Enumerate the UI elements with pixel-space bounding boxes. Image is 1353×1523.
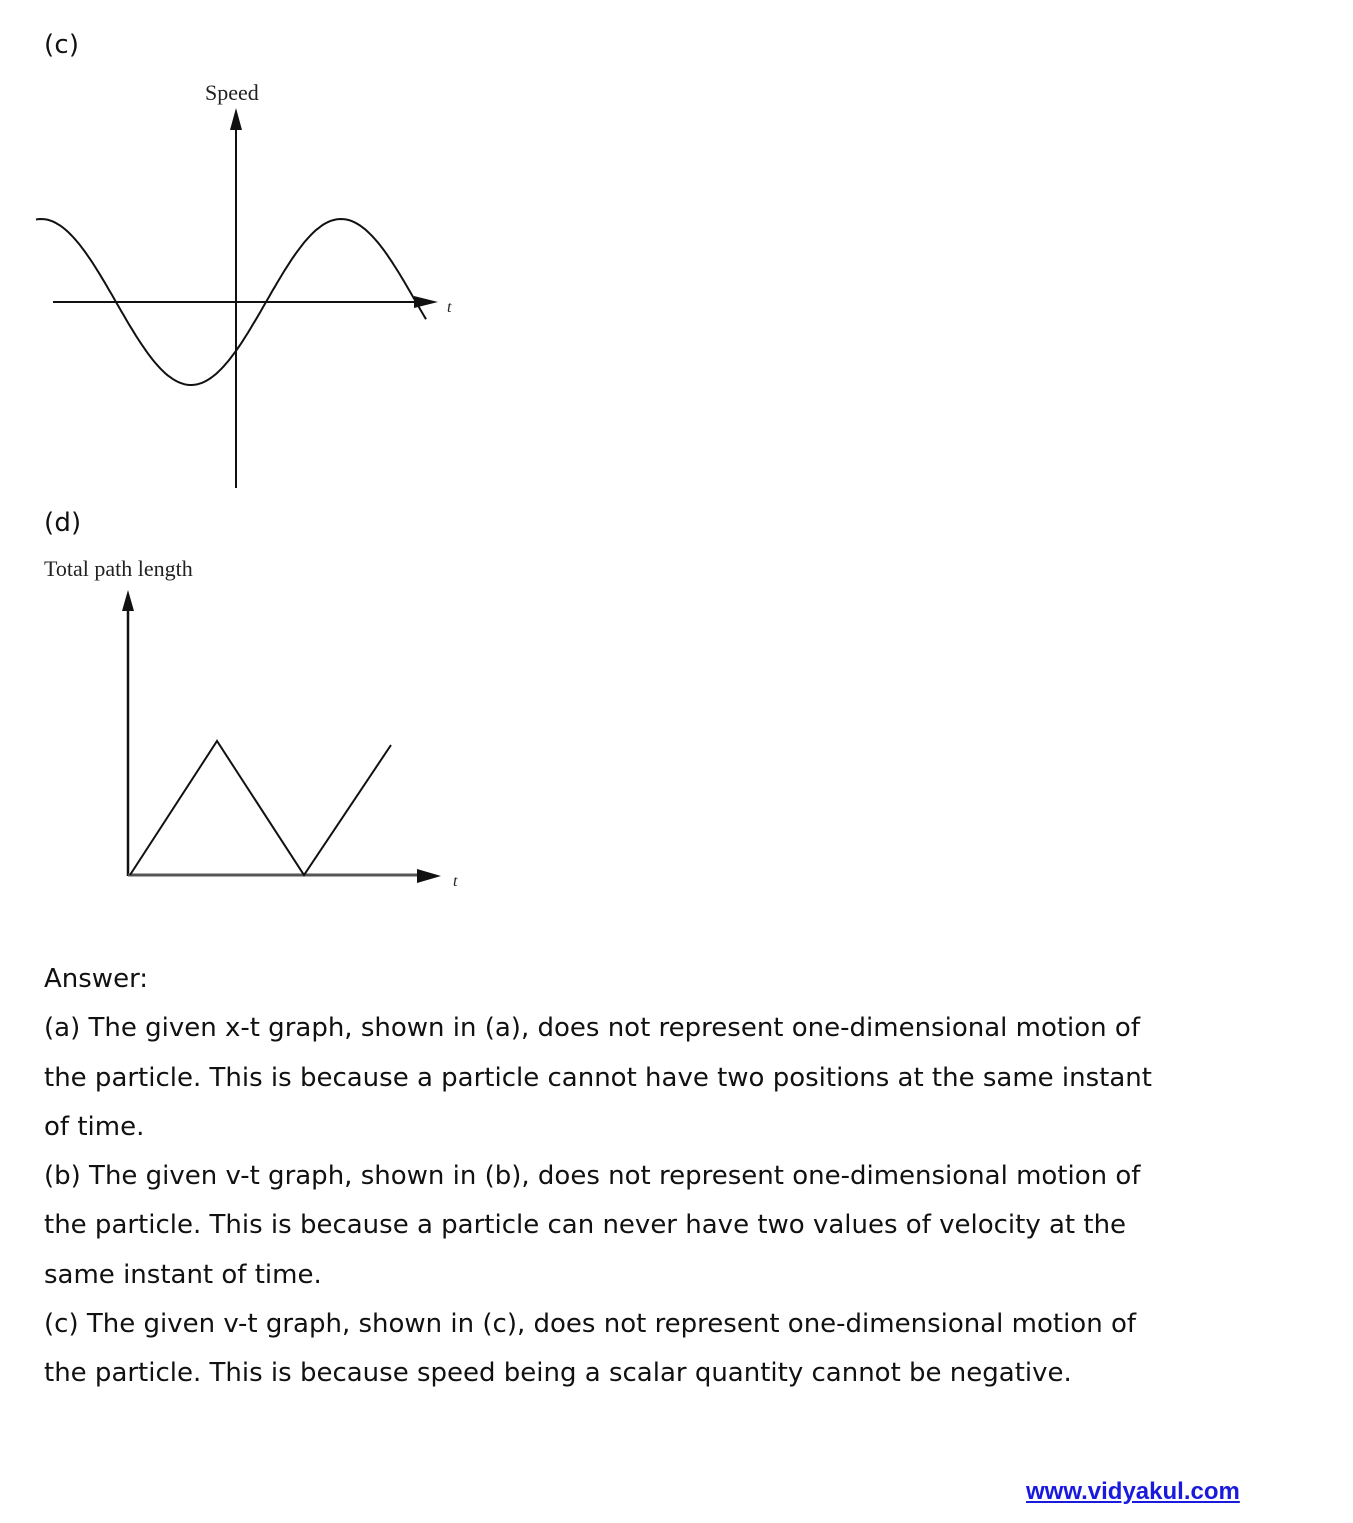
figure-d-x-axis-arrowhead (417, 869, 441, 883)
figure-c-label: (c) (44, 30, 80, 60)
answer-heading: Answer: (44, 964, 149, 994)
figure-c-y-axis-label: Speed (205, 80, 259, 105)
answer-b-line-3: same instant of time. (44, 1259, 322, 1290)
figure-d-graph (0, 0, 500, 930)
answer-section (44, 955, 1244, 1399)
answer-b-line-1: (b) The given v-t graph, shown in (b), does not represent one-dimensional motion of (44, 1161, 1141, 1192)
figure-d-y-axis-label: Total path length (44, 556, 193, 581)
answer-a-line-2: the particle. This is because a particle cannot have two positions at the same instant (44, 1062, 1152, 1093)
answer-c-line-2: the particle. This is because speed being a scalar quantity cannot be negative. (44, 1358, 1072, 1389)
figure-d-curve (130, 741, 391, 875)
figure-d-y-axis-arrowhead (122, 590, 134, 611)
figure-d-x-axis-label: t (453, 873, 458, 890)
figure-d-label: (d) (44, 508, 82, 538)
vidyakul-website-link[interactable]: www.vidyakul.com (1026, 1478, 1240, 1505)
figure-c-x-axis-label: t (447, 299, 452, 316)
answer-a-line-3: of time. (44, 1111, 145, 1142)
answer-c-line-1: (c) The given v-t graph, shown in (c), does not represent one-dimensional motion of (44, 1309, 1137, 1340)
answer-a-line-1: (a) The given x-t graph, shown in (a), does not represent one-dimensional motion of (44, 1013, 1140, 1044)
answer-b-line-2: the particle. This is because a particle can never have two values of velocity at the (44, 1210, 1127, 1241)
